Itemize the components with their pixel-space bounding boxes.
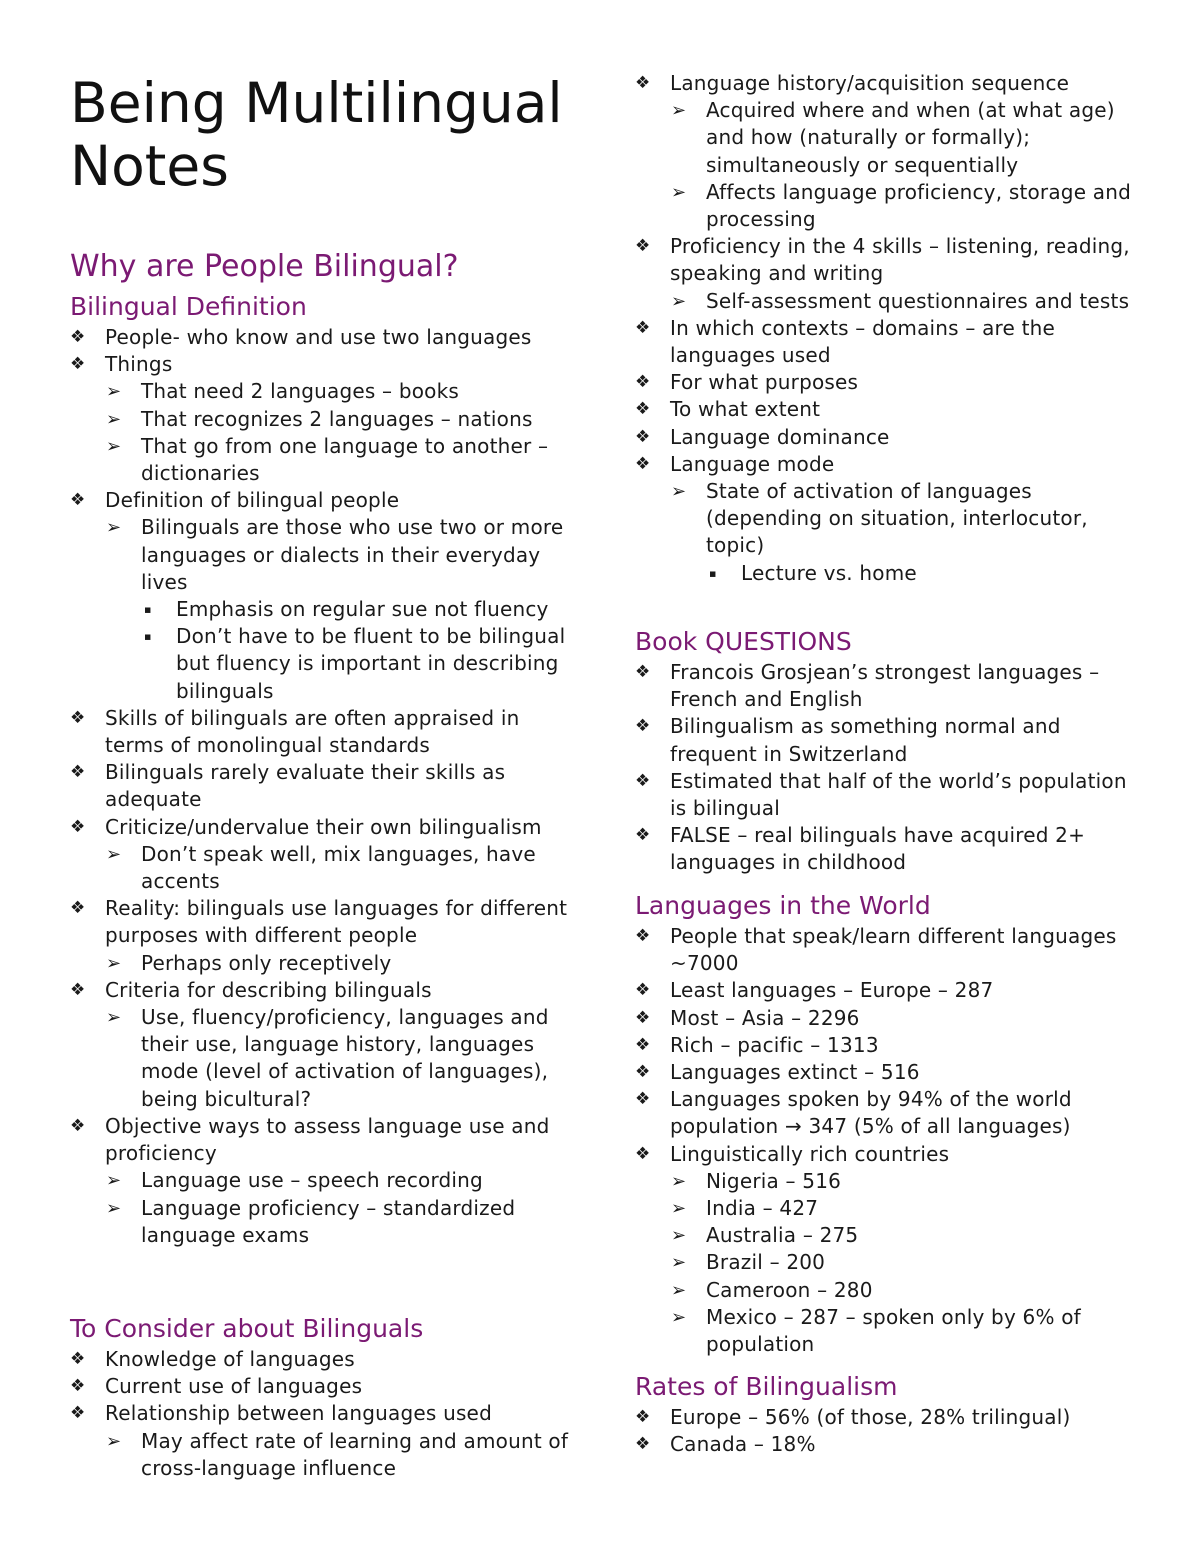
arrow-bullet-icon: ➢ — [671, 181, 687, 203]
rates-list — [635, 1404, 1135, 1458]
diamond-bullet-icon: ❖ — [70, 979, 86, 1000]
list-item: ➢ Cameroon – 280 — [635, 1277, 1135, 1304]
diamond-bullet-icon: ❖ — [635, 236, 651, 257]
diamond-bullet-icon: ❖ — [635, 926, 651, 946]
diamond-bullet-icon: ❖ — [635, 1007, 651, 1028]
list-item: ➢ That go from one language to another – dictionaries — [106, 433, 549, 486]
arrow-bullet-icon: ➢ — [106, 1430, 122, 1452]
arrow-bullet-icon: ➢ — [106, 952, 122, 974]
list-item: ➢ May affect rate of learning and amount of cross-language influence — [106, 1428, 569, 1480]
diamond-bullet-icon: ❖ — [635, 825, 651, 846]
list-item: ❖ FALSE – real bilinguals have acquired 2+ languages in childhood — [635, 823, 1086, 875]
arrow-bullet-icon: ➢ — [671, 290, 687, 312]
list-item: ❖ Most – Asia – 2296 — [635, 1005, 1135, 1032]
list-item: ➢ Perhaps only receptively — [70, 950, 570, 977]
list-item: ❖ Bilingualism as something normal and frequent in Switzerland — [635, 714, 1061, 766]
diamond-bullet-icon: ❖ — [70, 1115, 86, 1136]
list-item: ❖ Criticize/undervalue their own bilingualism — [70, 814, 570, 841]
list-item: ❖ Knowledge of languages — [70, 1346, 570, 1373]
diamond-bullet-icon: ❖ — [635, 317, 651, 338]
arrow-bullet-icon: ➢ — [671, 1252, 687, 1274]
list-item: ❖ Europe – 56% (of those, 28% trilingual) — [635, 1404, 1135, 1431]
list-item: ▪ Lecture vs. home — [635, 560, 1135, 587]
diamond-bullet-icon: ❖ — [635, 73, 651, 93]
diamond-bullet-icon: ❖ — [635, 426, 651, 447]
diamond-bullet-icon: ❖ — [635, 1407, 651, 1427]
list-item: ➢ That need 2 languages – books — [70, 378, 570, 405]
arrow-bullet-icon: ➢ — [671, 481, 687, 503]
diamond-bullet-icon: ❖ — [70, 1376, 86, 1397]
list-item: ❖ Definition of bilingual people — [70, 487, 570, 514]
diamond-bullet-icon: ❖ — [635, 770, 651, 791]
title-line-1: Being Multilingual — [70, 71, 563, 135]
list-item: ❖ Reality: bilinguals use languages for different purposes with different people — [70, 896, 568, 948]
list-item: ➢ Acquired where and when (at what age) and how (naturally or formally); simultaneously or sequentially — [671, 98, 1115, 177]
list-item: ❖ Proficiency in the 4 skills – listening, reading, speaking and writing — [635, 234, 1130, 286]
list-item: ❖ Languages spoken by 94% of the world population → 347 (5% of all languages) — [635, 1087, 1072, 1139]
list-item: ➢ Don’t speak well, mix languages, have accents — [106, 841, 536, 894]
list-item: ❖ Criteria for describing bilinguals — [70, 977, 570, 1004]
bilingual-definition-list — [70, 324, 570, 1249]
list-item: ❖ Linguistically rich countries — [635, 1141, 1135, 1168]
list-item: ➢ Self-assessment questionnaires and tests — [635, 288, 1135, 315]
arrow-bullet-icon: ➢ — [106, 381, 122, 403]
list-item: ➢ Language proficiency – standardized language exams — [106, 1195, 516, 1247]
list-item: ➢ Brazil – 200 — [635, 1249, 1135, 1276]
arrow-bullet-icon: ➢ — [671, 1198, 687, 1220]
list-item: ➢ Australia – 275 — [635, 1222, 1135, 1249]
list-item: ❖ Current use of languages — [70, 1373, 570, 1400]
list-item: ❖ Canada – 18% — [635, 1431, 1135, 1458]
arrow-bullet-icon: ➢ — [106, 1170, 122, 1192]
diamond-bullet-icon: ❖ — [635, 1034, 651, 1055]
list-item: ❖ People- who know and use two languages — [70, 324, 570, 351]
heading-to-consider: To Consider about Bilinguals — [70, 1314, 424, 1343]
diamond-bullet-icon: ❖ — [635, 980, 651, 1001]
diamond-bullet-icon: ❖ — [70, 816, 86, 837]
list-item: ➢ India – 427 — [635, 1195, 1135, 1222]
list-item: ➢ State of activation of languages (depending on situation, interlocutor, topic) — [671, 479, 1088, 558]
diamond-bullet-icon: ❖ — [70, 1349, 86, 1369]
square-bullet-icon: ▪ — [709, 566, 717, 580]
diamond-bullet-icon: ❖ — [635, 1062, 651, 1083]
list-item: ➢ Affects language proficiency, storage and processing — [671, 179, 1131, 232]
list-item: ➢ Language use – speech recording — [70, 1167, 570, 1194]
heading-book-questions: Book QUESTIONS — [635, 627, 852, 656]
to-consider-list — [70, 1346, 570, 1482]
diamond-bullet-icon: ❖ — [635, 399, 651, 420]
diamond-bullet-icon: ❖ — [635, 1089, 651, 1110]
arrow-bullet-icon: ➢ — [106, 1197, 122, 1219]
diamond-bullet-icon: ❖ — [635, 662, 651, 682]
diamond-bullet-icon: ❖ — [70, 327, 86, 347]
list-item: ❖ Relationship between languages used — [70, 1400, 570, 1427]
page-title — [70, 72, 563, 198]
diamond-bullet-icon: ❖ — [70, 707, 86, 728]
diamond-bullet-icon: ❖ — [635, 372, 651, 393]
list-item: ❖ Languages extinct – 516 — [635, 1059, 1135, 1086]
diamond-bullet-icon: ❖ — [635, 1143, 651, 1164]
book-questions-list — [635, 659, 1135, 877]
square-bullet-icon: ▪ — [144, 603, 152, 617]
diamond-bullet-icon: ❖ — [70, 490, 86, 511]
languages-world-list — [635, 923, 1135, 1358]
arrow-bullet-icon: ➢ — [106, 435, 122, 457]
list-item: ❖ Estimated that half of the world’s population is bilingual — [635, 768, 1127, 821]
diamond-bullet-icon: ❖ — [70, 762, 86, 783]
square-bullet-icon: ▪ — [144, 630, 152, 644]
arrow-bullet-icon: ➢ — [106, 843, 122, 865]
diamond-bullet-icon: ❖ — [70, 898, 86, 919]
arrow-bullet-icon: ➢ — [671, 1170, 687, 1192]
list-item: ❖ Rich – pacific – 1313 — [635, 1032, 1135, 1059]
diamond-bullet-icon: ❖ — [70, 354, 86, 375]
arrow-bullet-icon: ➢ — [106, 408, 122, 430]
list-item: ❖ To what extent — [635, 396, 1135, 423]
heading-bilingual-definition: Bilingual Definition — [70, 292, 307, 321]
list-item: ❖ People that speak/learn different languages ~7000 — [635, 924, 1117, 976]
list-item: ❖ Language mode — [635, 451, 1135, 478]
list-item: ❖ Bilinguals rarely evaluate their skills as adequate — [70, 760, 506, 812]
list-item: ▪ Don’t have to be fluent to be bilingual but fluency is important in describing bilinguals — [144, 624, 566, 703]
heading-rates-bilingualism: Rates of Bilingualism — [635, 1372, 898, 1401]
arrow-bullet-icon: ➢ — [671, 1225, 687, 1247]
heading-languages-world: Languages in the World — [635, 891, 931, 920]
diamond-bullet-icon: ❖ — [635, 716, 651, 737]
list-item: ❖ Objective ways to assess language use and proficiency — [70, 1113, 550, 1166]
list-item: ▪ Emphasis on regular sue not fluency — [70, 596, 570, 623]
list-item: ❖ Language dominance — [635, 424, 1135, 451]
list-item: ➢ Bilinguals are those who use two or more languages or dialects in their everyday lives — [106, 515, 564, 594]
list-item: ❖ Things — [70, 351, 570, 378]
list-item: ➢ Nigeria – 516 — [635, 1168, 1135, 1195]
heading-why-bilingual: Why are People Bilingual? — [70, 249, 459, 284]
title-line-2: Notes — [70, 134, 229, 198]
arrow-bullet-icon: ➢ — [106, 1007, 122, 1029]
list-item: ❖ Language history/acquisition sequence — [635, 70, 1135, 97]
arrow-bullet-icon: ➢ — [671, 1306, 687, 1328]
language-history-list — [635, 70, 1135, 587]
list-item: ❖ In which contexts – domains – are the languages used — [635, 315, 1056, 368]
arrow-bullet-icon: ➢ — [106, 517, 122, 539]
arrow-bullet-icon: ➢ — [671, 100, 687, 122]
diamond-bullet-icon: ❖ — [70, 1403, 86, 1424]
list-item: ➢ Mexico – 287 – spoken only by 6% of population — [671, 1304, 1081, 1357]
list-item: ❖ For what purposes — [635, 369, 1135, 396]
diamond-bullet-icon: ❖ — [635, 453, 651, 474]
list-item: ➢ Use, fluency/proficiency, languages and their use, language history, languages mode (level of activation of languages), being bicultural? — [106, 1005, 549, 1111]
list-item: ➢ That recognizes 2 languages – nations — [70, 406, 570, 433]
list-item: ❖ Francois Grosjean’s strongest languages – French and English — [635, 660, 1100, 712]
diamond-bullet-icon: ❖ — [635, 1434, 651, 1455]
list-item: ❖ Least languages – Europe – 287 — [635, 977, 1135, 1004]
arrow-bullet-icon: ➢ — [671, 1279, 687, 1301]
list-item: ❖ Skills of bilinguals are often appraised in terms of monolingual standards — [70, 705, 520, 758]
